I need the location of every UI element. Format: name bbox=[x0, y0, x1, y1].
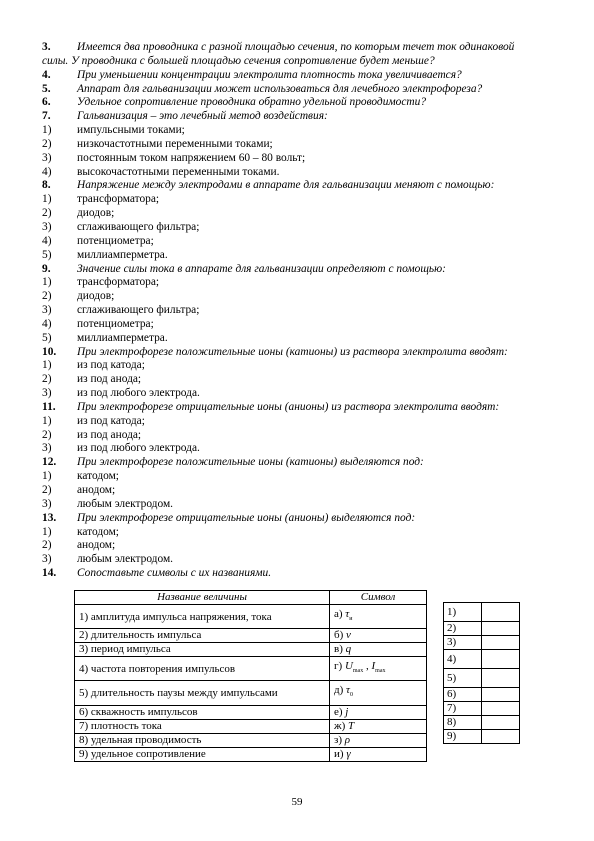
option-text: низкочастотными переменными токами; bbox=[77, 137, 273, 150]
option-text: высокочастотными переменными токами. bbox=[77, 165, 280, 178]
question bbox=[42, 179, 552, 193]
option-number: 2) bbox=[42, 207, 52, 220]
answer-row bbox=[444, 730, 520, 744]
question bbox=[42, 346, 552, 360]
option-number: 2) bbox=[42, 373, 52, 386]
option-text: потенциометра; bbox=[77, 234, 154, 247]
symbol-second: I bbox=[371, 660, 376, 673]
option-number: 1) bbox=[42, 359, 52, 372]
answer-blank bbox=[482, 702, 520, 716]
option-text: миллиамперметра. bbox=[77, 248, 168, 261]
answer-row bbox=[444, 650, 520, 669]
symbol-letter: е) bbox=[334, 705, 343, 718]
quantity-name: 4) частота повторения импульсов bbox=[75, 657, 330, 681]
table-row bbox=[75, 747, 427, 761]
question-number: 12. bbox=[42, 456, 57, 469]
option-number: 3) bbox=[42, 497, 52, 510]
quantity-name: 8) удельная проводимость bbox=[75, 733, 330, 747]
answer-row bbox=[444, 669, 520, 688]
answer-option bbox=[42, 276, 552, 290]
question-text: При электрофорезе положительные ионы (катионы) из раствора электролита вводят: bbox=[77, 345, 508, 358]
question-number: 4. bbox=[42, 68, 51, 81]
table-row bbox=[75, 681, 427, 705]
header-name: Название величины bbox=[75, 591, 330, 605]
option-text: из под катода; bbox=[77, 414, 145, 427]
question-text: Аппарат для гальванизации может использоваться для лечебного электрофореза? bbox=[77, 82, 483, 95]
quantity-name: 5) длительность паузы между импульсами bbox=[75, 681, 330, 705]
symbols-table bbox=[74, 590, 427, 762]
option-text: анодом; bbox=[77, 484, 116, 496]
answer-row bbox=[444, 716, 520, 730]
question-text: При уменьшении концентрации электролита плотность тока увеличивается? bbox=[77, 68, 462, 81]
question-number: 13. bbox=[42, 511, 57, 524]
symbol-letter: в) bbox=[334, 643, 343, 656]
symbol: q bbox=[345, 643, 352, 656]
symbol-cell bbox=[330, 733, 427, 747]
option-number: 2) bbox=[42, 428, 52, 441]
table-row bbox=[75, 733, 427, 747]
answer-option bbox=[42, 415, 552, 429]
option-number: 2) bbox=[42, 290, 52, 303]
option-number: 2) bbox=[42, 539, 52, 552]
quantity-name: 2) длительность импульса bbox=[75, 629, 330, 643]
header-symbol: Символ bbox=[330, 591, 427, 605]
option-number: 3) bbox=[42, 304, 52, 317]
question-number: 11. bbox=[42, 400, 56, 413]
quantity-name: 7) плотность тока bbox=[75, 719, 330, 733]
symbol-cell bbox=[330, 643, 427, 657]
symbol-subscript: 0 bbox=[349, 692, 353, 699]
symbol: ν bbox=[346, 629, 351, 642]
option-text: импульсными токами; bbox=[77, 124, 185, 137]
question bbox=[42, 456, 552, 470]
answer-option bbox=[42, 138, 552, 152]
answer-option bbox=[42, 498, 552, 512]
symbol-letter: а) bbox=[334, 608, 343, 620]
answer-number: 4) bbox=[444, 650, 482, 669]
symbol-cell: г) $U_{max}$ , $I_{max}$ bbox=[330, 657, 427, 681]
symbol: γ bbox=[346, 747, 351, 760]
option-text: миллиамперметра. bbox=[77, 331, 168, 344]
option-text: диодов; bbox=[77, 207, 115, 220]
question-number: 10. bbox=[42, 345, 57, 358]
question-text: При электрофорезе отрицательные ионы (анионы) из раствора электролита вводят: bbox=[77, 400, 500, 413]
answer-option bbox=[42, 304, 552, 318]
answer-option bbox=[42, 429, 552, 443]
answer-option bbox=[42, 332, 552, 346]
answer-number: 7) bbox=[444, 702, 482, 716]
option-number: 3) bbox=[42, 442, 52, 455]
question-number: 6. bbox=[42, 96, 51, 109]
option-number: 1) bbox=[42, 525, 52, 538]
answer-number: 1) bbox=[444, 603, 482, 622]
question bbox=[42, 567, 552, 581]
answer-number: 6) bbox=[444, 688, 482, 702]
quantity-name: 9) удельное сопротивление bbox=[75, 747, 330, 761]
option-text: потенциометра; bbox=[77, 317, 154, 330]
option-text: катодом; bbox=[77, 470, 119, 483]
symbol: U bbox=[344, 660, 353, 673]
answer-option bbox=[42, 124, 552, 138]
answer-option bbox=[42, 249, 552, 263]
symbol-letter: ж) bbox=[334, 719, 346, 732]
answer-option bbox=[42, 526, 552, 540]
option-text: постоянным током напряжением 60 – 80 вольт; bbox=[77, 151, 306, 164]
option-number: 5) bbox=[42, 331, 52, 344]
answer-blank bbox=[482, 650, 520, 669]
option-text: диодов; bbox=[77, 290, 115, 303]
answer-blank bbox=[482, 636, 520, 650]
option-number: 3) bbox=[42, 387, 52, 400]
answer-blank bbox=[482, 730, 520, 744]
answer-option bbox=[42, 193, 552, 207]
table-row bbox=[75, 629, 427, 643]
question-text: Напряжение между электродами в аппарате для гальванизации меняют с помощью: bbox=[77, 179, 495, 192]
table-row bbox=[75, 719, 427, 733]
question bbox=[42, 83, 552, 97]
answer-option bbox=[42, 207, 552, 221]
answer-option bbox=[42, 152, 552, 166]
option-number: 3) bbox=[42, 553, 52, 566]
answer-blank bbox=[482, 688, 520, 702]
question-number: 14. bbox=[42, 567, 57, 580]
symbol-cell bbox=[330, 605, 427, 629]
symbol-cell bbox=[330, 719, 427, 733]
symbol-cell bbox=[330, 681, 427, 705]
question-continuation: силы. У проводника с большей площадью сечения сопротивление будет меньше? bbox=[42, 54, 435, 67]
answer-row bbox=[444, 622, 520, 636]
symbol-cell bbox=[330, 629, 427, 643]
answer-blank bbox=[482, 622, 520, 636]
question-text: При электрофорезе отрицательные ионы (анионы) выделяются под: bbox=[77, 511, 416, 524]
option-number: 2) bbox=[42, 484, 52, 496]
question-text: Сопоставьте символы с их названиями. bbox=[77, 567, 272, 580]
symbol-cell bbox=[330, 747, 427, 761]
matching-section bbox=[74, 590, 520, 762]
table-row bbox=[75, 705, 427, 719]
symbol-letter: и) bbox=[334, 747, 344, 760]
answer-row bbox=[444, 636, 520, 650]
answer-row bbox=[444, 688, 520, 702]
question-number: 9. bbox=[42, 262, 51, 275]
answer-row bbox=[444, 702, 520, 716]
question bbox=[42, 69, 552, 83]
option-text: сглаживающего фильтра; bbox=[77, 220, 200, 233]
question bbox=[42, 96, 552, 110]
symbol: j bbox=[345, 705, 349, 718]
table-row bbox=[75, 643, 427, 657]
option-text: трансформатора; bbox=[77, 193, 160, 206]
option-text: анодом; bbox=[77, 539, 116, 552]
answer-number: 8) bbox=[444, 716, 482, 730]
answer-option bbox=[42, 539, 552, 553]
option-number: 3) bbox=[42, 220, 52, 233]
answer-option bbox=[42, 387, 552, 401]
question-number: 3. bbox=[42, 41, 51, 53]
answer-option bbox=[42, 442, 552, 456]
question bbox=[42, 41, 552, 55]
option-number: 4) bbox=[42, 234, 52, 247]
table-header-row bbox=[75, 591, 427, 605]
question bbox=[42, 110, 552, 124]
answer-table bbox=[443, 602, 520, 744]
symbol: ρ bbox=[344, 733, 351, 746]
answer-blank bbox=[482, 716, 520, 730]
option-text: сглаживающего фильтра; bbox=[77, 304, 200, 317]
table-row bbox=[75, 657, 427, 681]
answer-blank bbox=[482, 603, 520, 622]
answer-option bbox=[42, 166, 552, 180]
question-number: 5. bbox=[42, 82, 51, 95]
option-number: 4) bbox=[42, 165, 52, 178]
answer-option bbox=[42, 235, 552, 249]
answer-option bbox=[42, 318, 552, 332]
symbol-letter: з) bbox=[334, 733, 343, 746]
symbol-second-subscript: max bbox=[375, 668, 386, 675]
symbol-subscript: и bbox=[349, 616, 353, 623]
symbol: τ bbox=[346, 684, 350, 697]
answer-option bbox=[42, 373, 552, 387]
table-row bbox=[75, 605, 427, 629]
question-number: 8. bbox=[42, 179, 51, 192]
option-number: 1) bbox=[42, 276, 52, 289]
option-text: из под анода; bbox=[77, 428, 142, 441]
symbol-letter: г) bbox=[334, 660, 343, 673]
symbol-subscript: max bbox=[352, 668, 364, 675]
option-text: катодом; bbox=[77, 525, 119, 538]
answer-option bbox=[42, 553, 552, 567]
quantity-name: 3) период импульса bbox=[75, 643, 330, 657]
option-number: 2) bbox=[42, 137, 52, 150]
answer-number: 3) bbox=[444, 636, 482, 650]
option-number: 1) bbox=[42, 470, 52, 483]
option-number: 5) bbox=[42, 248, 52, 261]
option-text: любым электродом. bbox=[77, 553, 174, 566]
option-number: 1) bbox=[42, 414, 52, 427]
quantity-name: 1) амплитуда импульса напряжения, тока bbox=[75, 605, 330, 629]
symbol: T bbox=[348, 719, 355, 732]
answer-number: 5) bbox=[444, 669, 482, 688]
question bbox=[42, 401, 552, 415]
option-text: любым электродом. bbox=[77, 497, 174, 510]
option-number: 1) bbox=[42, 193, 52, 206]
answer-number: 9) bbox=[444, 730, 482, 744]
symbol-letter: б) bbox=[334, 629, 344, 642]
option-number: 1) bbox=[42, 124, 52, 137]
question-text: Удельное сопротивление проводника обратно удельной проводимости? bbox=[77, 96, 427, 109]
symbol-letter: д) bbox=[334, 684, 344, 697]
question-text: При электрофорезе положительные ионы (катионы) выделяются под: bbox=[77, 456, 424, 469]
question-text: Значение силы тока в аппарате для гальванизации определяют с помощью: bbox=[77, 262, 446, 275]
option-text: трансформатора; bbox=[77, 276, 160, 289]
answer-option bbox=[42, 221, 552, 235]
question-text: Имеется два проводника с разной площадью сечения, по которым течет ток одинаковой bbox=[77, 41, 515, 53]
symbol-cell bbox=[330, 705, 427, 719]
answer-option bbox=[42, 470, 552, 484]
option-text: из под любого электрода. bbox=[77, 442, 200, 455]
answer-number: 2) bbox=[444, 622, 482, 636]
question-list bbox=[42, 41, 552, 581]
symbol: τ bbox=[345, 608, 350, 620]
answer-blank bbox=[482, 669, 520, 688]
page-number: 59 bbox=[291, 796, 303, 808]
option-text: из под любого электрода. bbox=[77, 387, 200, 400]
question bbox=[42, 263, 552, 277]
option-number: 3) bbox=[42, 151, 52, 164]
answer-row bbox=[444, 603, 520, 622]
answer-option bbox=[42, 359, 552, 373]
option-text: из под анода; bbox=[77, 373, 142, 386]
question bbox=[42, 512, 552, 526]
option-number: 4) bbox=[42, 317, 52, 330]
question-number: 7. bbox=[42, 110, 51, 123]
answer-option bbox=[42, 484, 552, 498]
quantity-name: 6) скважность импульсов bbox=[75, 705, 330, 719]
answer-option bbox=[42, 290, 552, 304]
option-text: из под катода; bbox=[77, 359, 145, 372]
question-text: Гальванизация – это лечебный метод воздействия: bbox=[77, 110, 328, 123]
